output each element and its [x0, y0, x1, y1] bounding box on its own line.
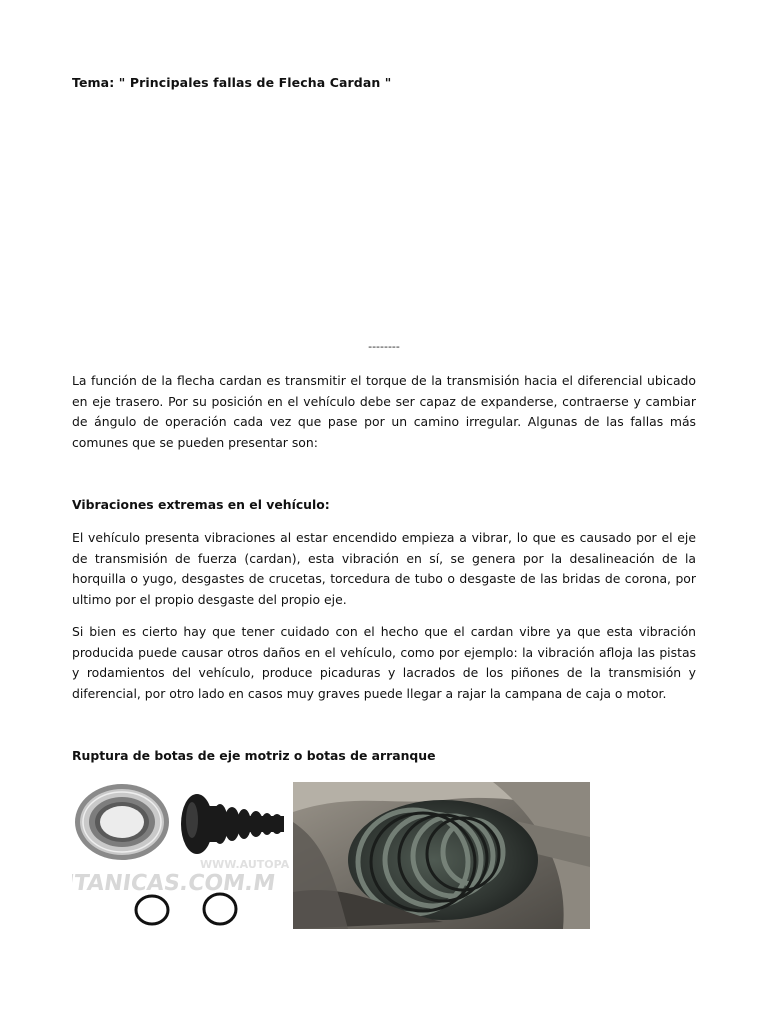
intro-paragraph: La función de la flecha cardan es transmitir el torque de la transmisión hacia el diferencial ubicado en eje trasero. Por su posición en el vehículo debe ser capaz de expanderse, contraerse y cambiar de ángulo de operación cada vez que pase por un camino irregular. Algunas de las fallas más comunes que se pueden presentar son: — [72, 373, 696, 450]
damaged-boot-illustration — [293, 782, 590, 929]
section-heading-vibraciones: Vibraciones extremas en el vehículo: — [72, 497, 330, 512]
document-title: Tema: " Principales fallas de Flecha Cardan " — [72, 75, 392, 90]
metal-ring-icon — [75, 784, 169, 860]
watermark-text: ITANICAS.COM.M — [72, 870, 277, 896]
boot-kit-photo — [72, 782, 290, 929]
watermark-url: WWW.AUTOPA — [200, 858, 290, 871]
separator: -------- — [368, 340, 400, 353]
vibraciones-paragraph-2: Si bien es cierto hay que tener cuidado con el hecho que el cardan vibre ya que esta vibración producida puede causar otros daños en el vehículo, como por ejemplo: la vibración afloja las pistas y rodamientos del vehículo, produce picaduras y lacrados de los piñones de la transmisión y diferencial, por otro lado en casos muy graves puede llegar a rajar la campana de caja o motor. — [72, 624, 696, 701]
boot-kit-illustration — [72, 782, 290, 929]
damaged-boot-photo — [293, 782, 590, 929]
section-heading-ruptura: Ruptura de botas de eje motriz o botas de arranque — [72, 748, 436, 763]
vibraciones-paragraph-1: El vehículo presenta vibraciones al estar encendido empieza a vibrar, lo que es causado por el eje de transmisión de fuerza (cardan), esta vibración en sí, se genera por la desalineación de la horquilla o yugo, desgastes de crucetas, torcedura de tubo o desgaste de las bridas de corona, por ultimo por el propio desgaste del propio eje. — [72, 530, 696, 607]
